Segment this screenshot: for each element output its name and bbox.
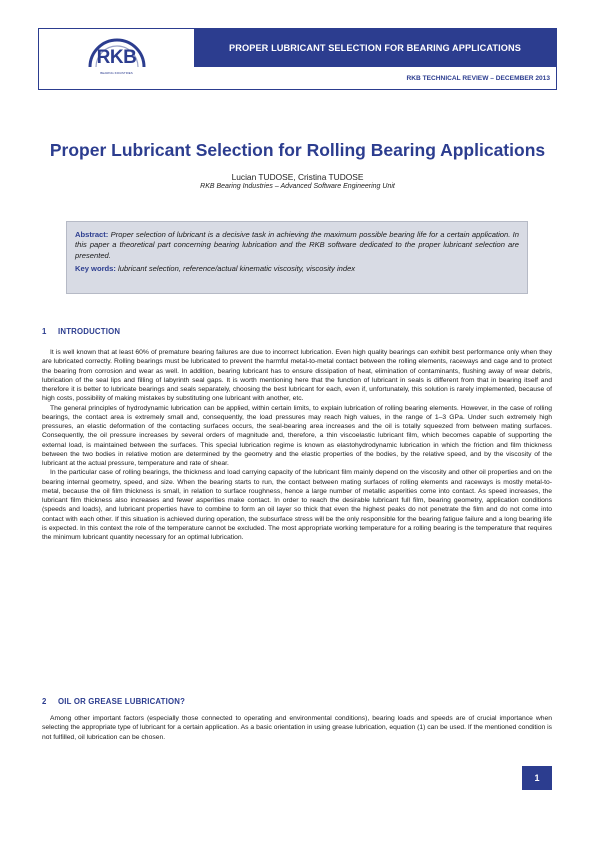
section-title: OIL OR GREASE LUBRICATION? xyxy=(58,697,186,706)
section-number: 1 xyxy=(42,327,47,336)
page-header xyxy=(38,28,557,90)
paragraph: The general principles of hydrodynamic lubrication can be applied, within certain limits, to explain lubrication of rolling bearing elements. However, in the case of rolling bearings, the contact area is extremely small and, consequently, the load pressures may reach high values, in the range of 1–3 GPa. Under such extremely high pressures, an elastic deformation of the contacting surfaces occurs, the seal-bearing area increases and the oil is totally squeezed from between mating surfaces. Consequently, the oil pressure increases by several orders of magnitude and, therefore, a thin viscoelastic lubricant film, which becomes capable of supporting the external load, is maintained between the surfaces. This special lubrication regime is known as elastohydrodynamic lubrication in which the friction and film thickness between the two bodies in relative motion are determined by the geometry and the elastic properties of the bodies, by the relative speed, and by the viscosity of the lubricant at the actual pressure, temperature and rate of shear. xyxy=(42,404,552,467)
section-body-oil-or-grease xyxy=(42,714,552,742)
paragraph: It is well known that at least 60% of premature bearing failures are due to incorrect lubrication. Even high quality bearings can exhibit best performance only when they are lubricated correctly. Rolling bearings must be lubricated to prevent the harmful metal-to-metal contact between the rolling elements, raceways and cage and to protect the bearing from corrosion and wear as well. In addition, bearing lubricant has to ensure dissipation of heat, elimination of contaminants, flushing away of wear debris, lubrication of the seal lips and filling of labyrinth seal gaps. It is worth mentioning here that the function of lubricant in seals is different from that in bearing itself and therefore it is better to lubricate bearings and seals separately, choosing the best lubricant for each, even if, unfortunately, this solution is rarely implemented, because of high costs, possibility of making mistakes by substituting one lubricant with another, etc. xyxy=(42,349,552,403)
logo xyxy=(39,29,194,89)
rkb-logo-icon xyxy=(86,37,148,81)
logo-text: RKB xyxy=(96,47,137,68)
section-number: 2 xyxy=(42,697,47,706)
keywords-text: lubricant selection, reference/actual kinematic viscosity, viscosity index xyxy=(115,264,356,274)
paragraph: In the particular case of rolling bearings, the thickness and load carrying capacity of the lubricant film mainly depend on the viscosity and other oil properties and on the bearing internal geometry, speed, and size. When the bearing starts to run, the contact between mating surfaces of rolling elements and raceways is mostly metal-to-metal, because the oil film thickness is small, in relation to surface roughness, hence a large number of metallic asperities come into contact. As speed increases, the lubricant film thickness also increases and fewer asperities make contact. In order to reach the desirable lubricant full film, bearing geometry, application conditions (speeds and loads), and lubricant properties have to combine to form an oil layer so thick that even the highest peaks do not penetrate the film and do not come into contact with each other. If this situation is achieved during operation, the subsurface stress will be the only responsible for the bearing fatigue failure and a long bearing life is expected. In this context the role of the temperature cannot be excluded. The most appropriate working temperature for a rolling bearing is the temperature that requires the minimum lubricant quantity necessary for an optimal lubrication. xyxy=(42,469,552,541)
abstract-box xyxy=(66,221,528,294)
keywords-label: Key words: xyxy=(75,264,116,274)
series-title: PROPER LUBRICANT SELECTION FOR BEARING APPLICATIONS xyxy=(194,29,556,67)
abstract-label: Abstract: xyxy=(75,230,109,239)
paper-title: Proper Lubricant Selection for Rolling Bearing Applications xyxy=(49,140,546,160)
review-label: RKB TECHNICAL REVIEW – DECEMBER 2013 xyxy=(406,74,550,82)
section-heading-introduction xyxy=(42,327,120,336)
section-heading-oil-or-grease xyxy=(42,697,185,706)
paper-authors: Lucian TUDOSE, Cristina TUDOSE xyxy=(231,172,364,182)
abstract xyxy=(75,230,519,261)
section-title: INTRODUCTION xyxy=(58,327,121,336)
paper-affiliation: RKB Bearing Industries – Advanced Software Engineering Unit xyxy=(200,183,395,190)
section-body-introduction xyxy=(42,348,552,542)
paragraph: Among other important factors (especially those connected to operating and environmental conditions), bearing loads and speeds are of crucial importance when selecting the appropriate type of lubricant for a certain application. As a basic orientation in using grease lubrication, equation (1) can be used. If the mentioned condition is not fulfilled, oil lubrication can be chosen. xyxy=(42,715,552,741)
logo-subtext: BEARING INDUSTRIES xyxy=(100,71,133,75)
keywords xyxy=(75,264,519,274)
page-number: 1 xyxy=(522,766,552,790)
abstract-text: Proper selection of lubricant is a decisive task in achieving the maximum possible bearing life for a certain application. In this paper a theoretical part concerning bearing lubrication and the RKB software dedicated to the proper lubricant selection are presented. xyxy=(75,230,519,260)
